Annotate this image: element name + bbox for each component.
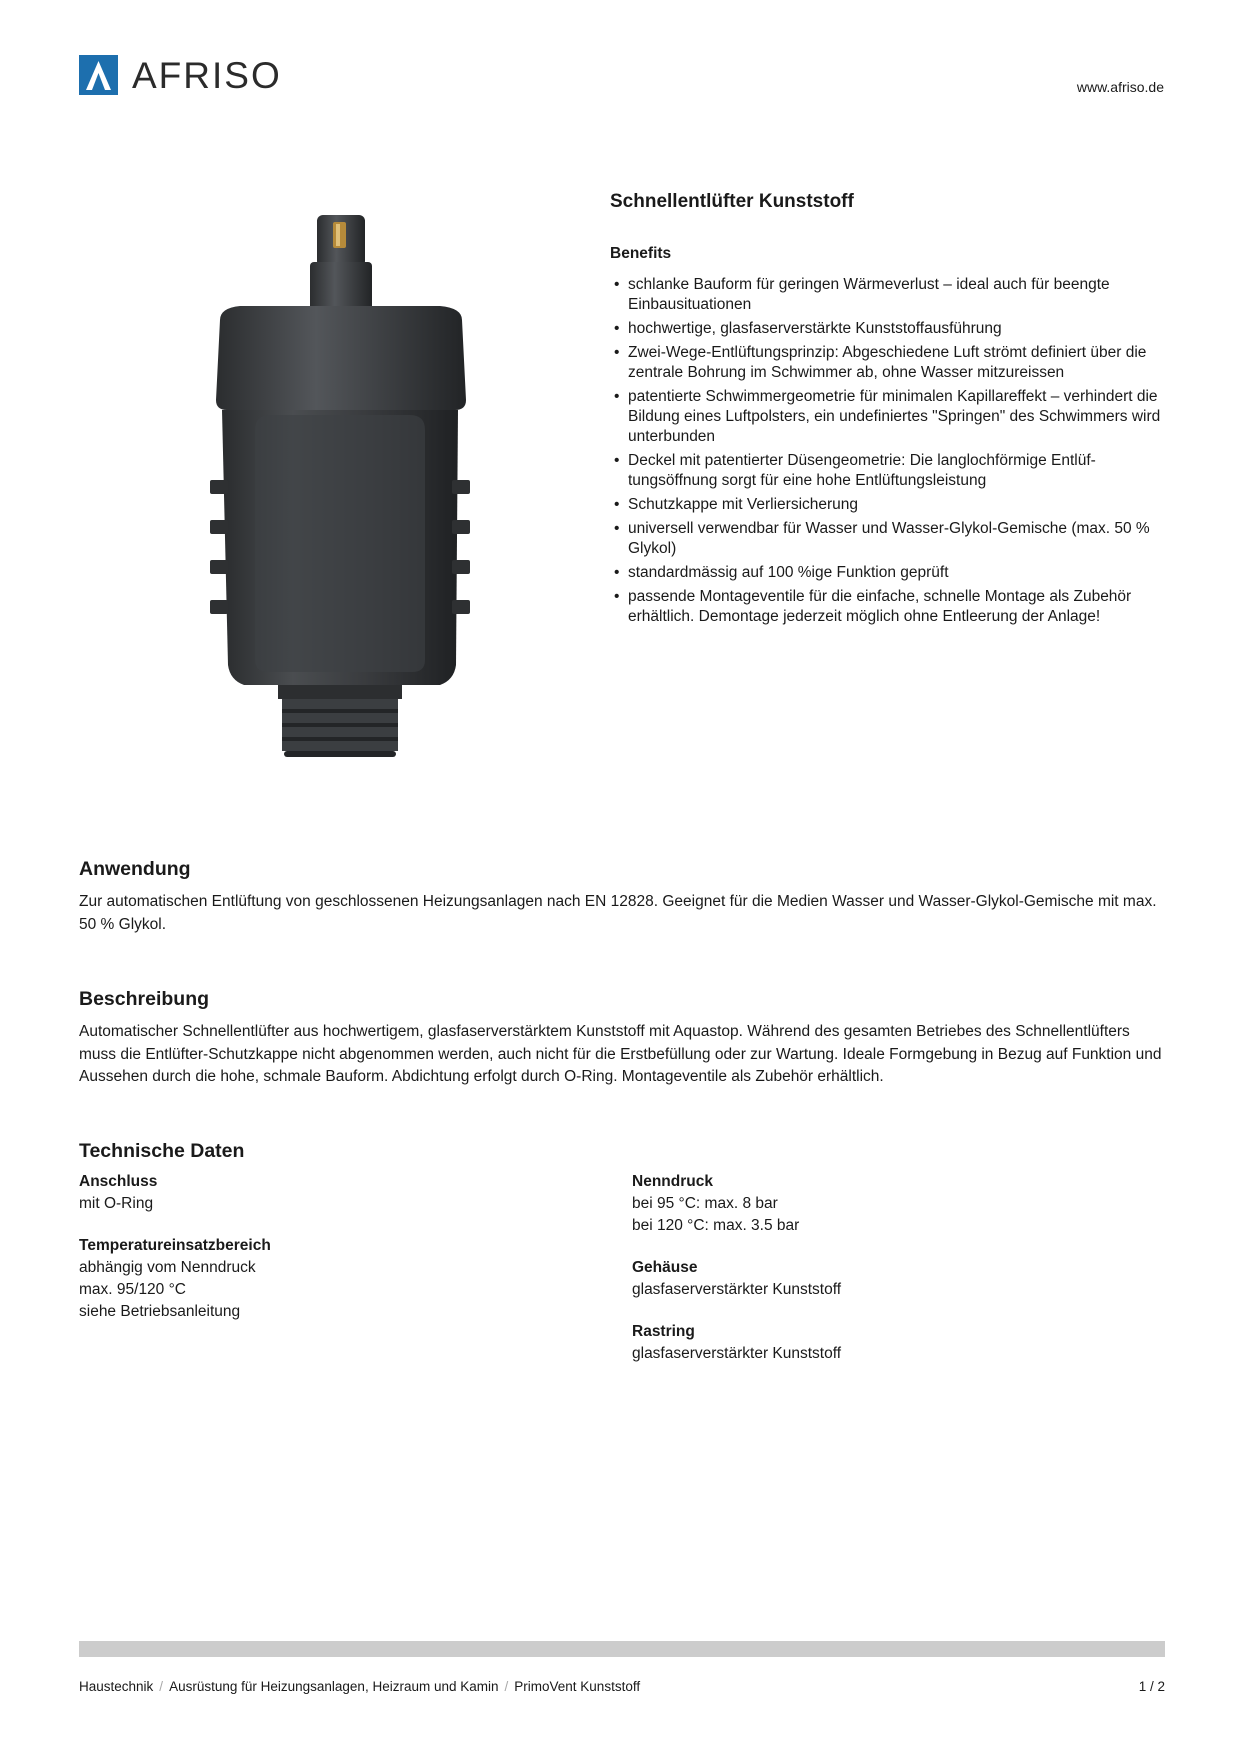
tech-data-value: glasfaserverstärkter Kunststoff [632,1281,842,1298]
technische-daten-heading: Technische Daten [79,1140,245,1162]
tech-data-item [632,1171,1112,1237]
beschreibung-text: Automatischer Schnellentlüfter aus hochwertigem, glasfaserverstärktem Kunststoff mit Aquastop. Während des gesamten Betriebes des Schnellentlüfters muss die Entlüfter-Schutzkappe nicht abgenommen werden, auch nicht für die Erstbefüllung oder zur Wartung. Ideale Formgebung in Bezug auf Funktion und Aussehen durch die hohe, schmale Bauform. Abdichtung erfolgt durch O-Ring. Montageventile als Zubehör erhältlich. [79,1023,1162,1085]
tech-data-label: Rastring [632,1323,695,1340]
beschreibung-section [79,988,1165,1089]
brand-name: AFRISO [132,54,282,96]
tech-data-value: bei 95 °C: max. 8 bar [632,1195,778,1212]
breadcrumb-item[interactable]: PrimoVent Kunststoff [514,1679,641,1694]
website-link[interactable]: www.afriso.de [1076,79,1164,95]
breadcrumb-item[interactable]: Ausrüstung für Heizungsanlagen, Heizraum und Kamin [169,1679,499,1694]
tech-data-value: max. 95/120 °C [79,1281,187,1298]
anwendung-text: Zur automatischen Entlüftung von geschlossenen Heizungsanlagen nach EN 12828. Geeignet für die Medien Wasser und Wasser-Glykol-Gemische mit max. 50 % Glykol. [79,893,1157,933]
breadcrumb [79,1679,640,1694]
tech-data-item [79,1235,559,1323]
tech-data-label: Anschluss [79,1173,158,1190]
breadcrumb-separator: / [504,1679,509,1694]
benefit-item: • schlanke Bauform für geringen Wärmeverlust – ideal auch für beengte Einbausituationen [610,275,1165,315]
tech-data-right-column [632,1171,1112,1385]
benefits-list [610,275,1165,631]
tech-data-item [79,1171,559,1215]
tech-data-value: siehe Betriebsanleitung [79,1303,241,1320]
benefit-item: • hochwertige, glasfaserverstärkte Kunststoffausführung [610,319,1165,339]
afriso-triangle-logo-icon [79,55,118,95]
beschreibung-heading: Beschreibung [79,988,210,1010]
benefit-item: • Schutzkappe mit Verliersicherung [610,495,1165,515]
tech-data-value: bei 120 °C: max. 3.5 bar [632,1217,800,1234]
tech-data-item [632,1321,1112,1365]
benefit-item: • passende Montageventile für die einfache, schnelle Montage als Zubehör erhältlich. Demontage jederzeit möglich ohne Entleerung der Anlage! [610,587,1165,627]
brand-logo [79,55,282,95]
benefits-heading: Benefits [610,245,672,262]
tech-data-value: glasfaserverstärkter Kunststoff [632,1345,842,1362]
product-image [200,210,480,780]
tech-data-label: Temperatureinsatzbereich [79,1237,271,1254]
benefit-item: • universell verwendbar für Wasser und Wasser-Glykol-Gemische (max. 50 % Glykol) [610,519,1165,559]
footer [79,1679,1165,1694]
page-number: 1 / 2 [1138,1679,1165,1694]
anwendung-section [79,858,1165,936]
benefit-item: • standardmässig auf 100 %ige Funktion geprüft [610,563,1165,583]
benefit-item: • patentierte Schwimmergeometrie für minimalen Kapillareffekt – verhindert die Bildung eines Luftpolsters, ein undefiniertes "Springen" des Schwimmers wird unterbunden [610,387,1165,447]
benefit-item: • Zwei-Wege-Entlüftungsprinzip: Abgeschiedene Luft strömt definiert über die zentrale Bohrung im Schwimmer ab, ohne Wasser mitzureissen [610,343,1165,383]
tech-data-label: Nenndruck [632,1173,713,1190]
tech-data-left-column [79,1171,559,1343]
tech-data-label: Gehäuse [632,1259,698,1276]
breadcrumb-item[interactable]: Haustechnik [79,1679,154,1694]
tech-data-value: mit O-Ring [79,1195,154,1212]
benefit-item: • Deckel mit patentierter Düsengeometrie: Die langlochförmige Entlüftungsöffnung sorgt für eine hohe Entlüftungsleistung [610,451,1165,491]
footer-divider-bar [79,1641,1165,1657]
product-title: Schnellentlüfter Kunststoff [610,191,854,212]
breadcrumb-separator: / [159,1679,164,1694]
tech-data-item [632,1257,1112,1301]
technische-daten-section [79,1140,1165,1173]
anwendung-heading: Anwendung [79,858,191,880]
tech-data-value: abhängig vom Nenndruck [79,1259,256,1276]
